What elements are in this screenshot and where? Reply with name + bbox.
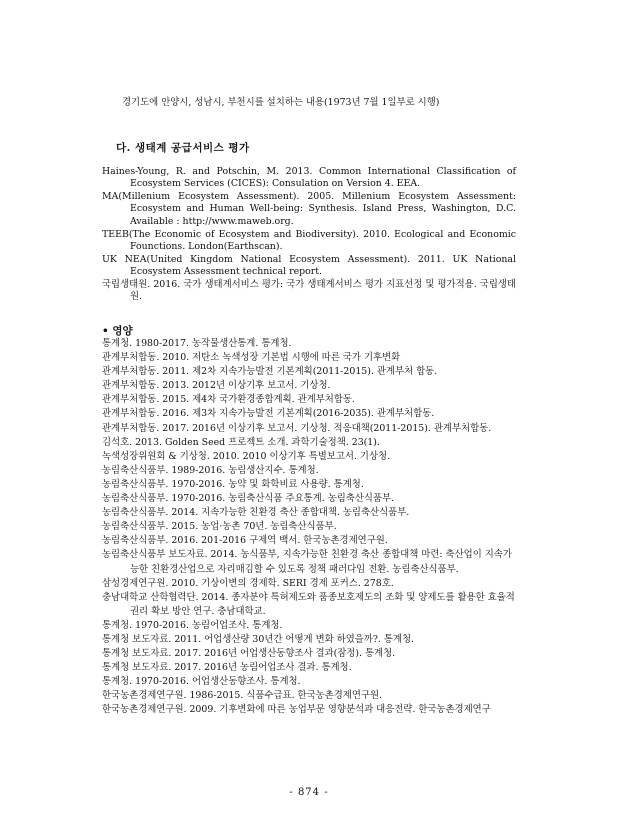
list-item: 관계부처합동. 2015. 제4차 국가환경종합계획. 관계부처합동.: [102, 394, 355, 406]
reference-entry: MA(Millenium Ecosystem Assessment). 2005. Millenium Ecosystem Assessment: Ecosystem and Human Well-being: Synthesis. Island Press, Washington, D.C. Available : http://www.maweb.org.: [102, 191, 516, 227]
list-item: 충남대학교 산학협력단. 2014. 종자분야 특허제도와 품종보호제도의 조화 및 양제도를 활용한 효율적 권리 확보 방안 연구. 충남대학교.: [102, 591, 515, 617]
section-heading: 다. 생태계 공급서비스 평가: [116, 142, 250, 154]
list-item: 통계청 보도자료. 2017. 2016년 어업생산동향조사 결과(잠정). 통계청.: [102, 648, 396, 660]
list-item: 관계부처합동. 2010. 저탄소 녹색성장 기본법 시행에 따른 국가 기후변화: [102, 352, 401, 364]
list-item: 농림축산식품부. 1970-2016. 농림축산식품 주요통계. 농림축산식품부.: [102, 493, 395, 505]
list-item: 통계청. 1970-2016. 농림어업조사. 통계청.: [102, 619, 283, 631]
nutrition-heading: • 영양: [102, 325, 133, 337]
list-item: 녹색성장위원회 & 기상청. 2010. 2010 이상기후 특별보고서. 기상청.: [102, 450, 391, 462]
list-item: 농림축산식품부. 2016. 201-2016 구제역 백서. 한국농촌경제연구원.: [102, 535, 388, 547]
list-item: 관계부처합동. 2016. 제3차 지속가능발전 기본계획(2016-2035). 관계부처합동.: [102, 408, 435, 420]
list-item: 통계청. 1970-2016. 어업생산동향조사. 통계청.: [102, 676, 301, 688]
list-item: 관계부처합동. 2017. 2016년 이상기후 보고서. 기상청. 적응대책(2011-2015). 관계부처합동.: [102, 422, 492, 434]
list-item: 통계청 보도자료. 2017. 2016년 농림어업조사 결과. 통계청.: [102, 662, 352, 674]
nutrition-reference-list: [102, 337, 520, 718]
list-item: 통계청 보도자료. 2011. 어업생산량 30년간 어떻게 변화 하였을까?. 통계청.: [102, 633, 415, 645]
list-item: 관계부처합동. 2011. 제2차 지속가능발전 기본계획(2011-2015). 관계부처 합동.: [102, 366, 438, 378]
reference-entry: TEEB(The Economic of Ecosystem and Biodiversity). 2010. Ecological and Economic Founctions. London(Earthscan).: [102, 229, 516, 253]
list-item: 한국농촌경제연구원. 2009. 기후변화에 따른 농업부문 영향분석과 대응전략. 한국농촌경제연구: [102, 704, 491, 716]
list-item: 농림축산식품부. 2014. 지속가능한 친환경 축산 종합대책. 농림축산식품부.: [102, 507, 410, 519]
page-number: - 874 -: [289, 787, 329, 798]
list-item: 농림축산식품부. 2015. 농업·농촌 70년. 농림축산식품부.: [102, 521, 337, 533]
list-item: 관계부처합동. 2013. 2012년 이상기후 보고서. 기상청.: [102, 380, 331, 392]
reference-entry: Haines-Young, R. and Potschin, M. 2013. Common International Classification of Ecosystem Services (CICES): Consulation on Version 4. EEA.: [102, 166, 516, 190]
list-item: 농림축산식품부. 1989-2016. 농림생산지수. 통계청.: [102, 464, 319, 476]
reference-entry: 국립생태원. 2016. 국가 생태계서비스 평가: 국가 생태계서비스 평가 지표선정 및 평가적용. 국립생태원.: [102, 279, 516, 303]
list-item: 농림축산식품부 보도자료. 2014. 농식품부, 지속가능한 친환경 축산 종합대책 마련: 축산업이 지속가능한 친환경산업으로 자리매김할 수 있도록 정책 패러다임 전환. 농림축산식품부.: [102, 549, 512, 575]
list-item: 삼성경제연구원. 2010. 기상이변의 경제학. SERI 경제 포커스. 278호.: [102, 577, 394, 589]
intro-line: 경기도에 안양시, 성남시, 부천시를 설치하는 내용(1973년 7월 1일부로 시행): [122, 97, 440, 108]
reference-entry: UK NEA(United Kingdom National Ecosystem Assessment). 2011. UK National Ecosystem Assessment technical report.: [102, 254, 516, 278]
list-item: 농림축산식품부. 1970-2016. 농약 및 화학비료 사용량. 통계청.: [102, 478, 364, 490]
list-item: 김석호. 2013. Golden Seed 프로젝트 소개. 과학기술정책. 23(1).: [102, 436, 380, 448]
list-item: 통계청. 1980-2017. 농작물생산통계. 통계청.: [102, 338, 292, 349]
list-item: 한국농촌경제연구원. 1986-2015. 식품수급표. 한국농촌경제연구원.: [102, 690, 383, 702]
